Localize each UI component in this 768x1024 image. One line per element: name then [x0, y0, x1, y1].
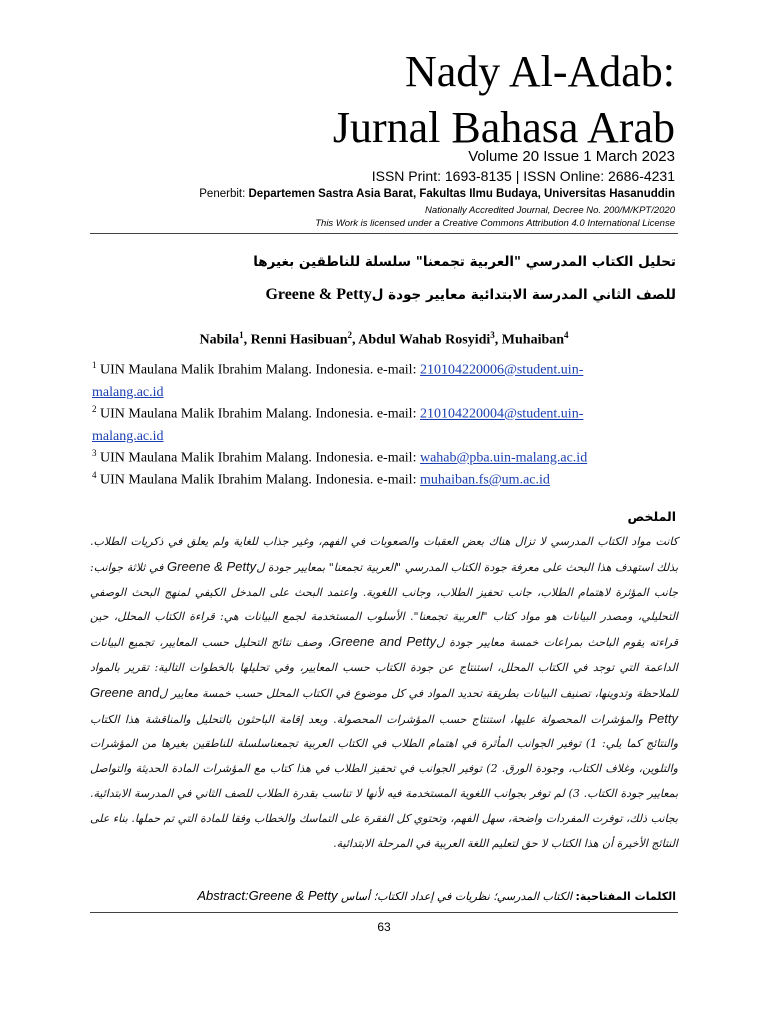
keywords-abstract: Abstract: [197, 888, 249, 903]
affiliation-sup: 2 [92, 404, 97, 414]
affiliation-4 [92, 464, 652, 492]
keywords-line [88, 888, 676, 903]
author-sup: 3 [490, 330, 495, 340]
abstract-text-4: والمؤشرات المحصولة عليها، استنتاج حسب المؤشرات المحصولة. وبعد إقامة الباحثون بالتحليل والمناقشة هذا الكتاب والنتائج كما يلي: 1) توفير الجوانب المأثرة في اهتمام الطلاب في الكتاب العربية تجمعناسلسلة للناطقين بغيرها من المؤشرات والتلوين، وغلاف الكتاب، وجودة الورق. 2) توفير الجوانب في تحفيز الطلاب في هذا كتاب مع المؤشرات المادة الحديثة والتواصل بمعايير جودة الكتاب. 3) لم توفر بجوانب اللغوية المستخدمة فيه لأنها لا تناسب بقدرة الطلاب للصف الثاني في المدرسة الابتدائية. بجانب ذلك، توفرت المفردات واضحة، سهل الفهم، وتحتوي كل الفقرة على التماسك والخطاب وفقا للمادة التي تم حملها. بناء على النتائج الأخيرة أن هذا الكتاب لا حق لتعليم اللغة العربية في المرحلة الابتدائية. [90, 712, 679, 850]
affiliation-text: UIN Maulana Malik Ibrahim Malang. Indonesia. e-mail: [100, 362, 420, 378]
affiliation-text: UIN Maulana Malik Ibrahim Malang. Indonesia. e-mail: [100, 450, 420, 466]
author-sup: 4 [564, 330, 569, 340]
affiliation-1 [92, 354, 652, 404]
abstract-latin-1: Greene & Petty [167, 558, 257, 574]
publisher-prefix: Penerbit: [199, 188, 249, 200]
author-name: Renni Hasibuan [250, 332, 348, 348]
author-list: Nabila$^1$, Renni Hasibuan$^2$, Abdul Wahab Rosyidi$^3$, Muhaiban$^4$ [199, 330, 569, 348]
license-note: This Work is licensed under a Creative Commons Attribution 4.0 International License [315, 218, 675, 229]
article-title-ar-line1: تحليل الكتاب المدرسي "العربية تجمعنا" سلسلة للناطقين بغيرها [253, 254, 676, 270]
abstract-text-3: ، وصف نتائج التحليل حسب المعايير، تجميع البيانات الداعمة التي توجد في الكتاب المحلل، استنتاج عن جودة الكتاب حسب المعايير، وفي تحليلها بالخطوات التالية: تقرير بالمواد للملاحظة وتدوينها، تصنيف البيانات بطريقة تحديد المواد في كل موضوع في الكتاب المحلل حسب خمسة معايير ل [90, 636, 678, 700]
affiliation-text: UIN Maulana Malik Ibrahim Malang. Indonesia. e-mail: [100, 472, 420, 488]
abstract-latin-2: Greene and Petty [331, 634, 437, 650]
abstract-text-2: في ثلاثة جوانب: جانب المؤثرة لاهتمام الطلاب، جانب تحفيز الطلاب، وجانب اللغوية. واعتمد البحث على المدخل الكيفي لمنهج البحث الوصفي التحليلي، ومصدر البيانات هو مواد كتاب "العربية تجمعنا". الأسلوب المستخدمة لجمع البيانات هي: قراءة الكتاب المحلل، حين قراءته يقوم الباحث بمراعات خمسة معايير جودة ل [90, 560, 679, 650]
abstract-latin-3: Greene and Petty [90, 684, 678, 726]
publisher-name: Departemen Sastra Asia Barat, Fakultas Ilmu Budaya, Universitas Hasanuddin [248, 188, 675, 200]
page-number: 63 [377, 920, 391, 934]
journal-title-line1: Nady Al-Adab: [404, 47, 675, 96]
author-name: Nabila [199, 332, 240, 348]
affiliation-sup: 4 [92, 470, 97, 480]
keywords-label: الكلمات المفتاحية: [575, 890, 676, 903]
author-sup: 2 [347, 330, 353, 340]
article-title-ar-line2 [265, 286, 676, 304]
email-link-cont[interactable]: malang.ac.id [92, 428, 164, 444]
author-sup: 1 [239, 330, 244, 340]
keywords-text: الكتاب المدرسي؛ نظريات في إعداد الكتاب؛ أساس [337, 890, 576, 903]
author-name: Muhaiban [501, 332, 565, 348]
accreditation-note: Nationally Accredited Journal, Decree No. 200/M/KPT/2020 [425, 205, 675, 216]
email-link[interactable]: 210104220004@student.uin- [419, 406, 584, 422]
journal-title [75, 44, 675, 156]
abstract-body [90, 530, 678, 856]
affiliation-text: UIN Maulana Malik Ibrahim Malang. Indonesia. e-mail: [100, 406, 420, 422]
email-link-cont[interactable]: malang.ac.id [92, 384, 164, 400]
keywords-latin: Greene & Petty [248, 888, 338, 903]
journal-publisher [199, 188, 675, 200]
author-name: Abdul Wahab Rosyidi [358, 332, 491, 348]
journal-title-line2: Jurnal Bahasa Arab [332, 103, 675, 152]
abstract-heading: الملخص [627, 509, 676, 524]
article-title-ar-text: للصف الثاني المدرسة الابتدائية معايير جودة ل [371, 287, 676, 303]
email-link[interactable]: 210104220006@student.uin- [419, 362, 584, 378]
affiliation-sup: 3 [92, 448, 97, 458]
article-title-latin: Greene & Petty [265, 286, 372, 303]
affiliation-2 [92, 398, 652, 448]
header-divider [90, 233, 678, 234]
footer-divider [90, 912, 678, 913]
journal-issn: ISSN Print: 1693-8135 | ISSN Online: 2686-4231 [371, 168, 675, 184]
email-link[interactable]: wahab@pba.uin-malang.ac.id [419, 450, 588, 466]
journal-issue: Volume 20 Issue 1 March 2023 [468, 148, 675, 165]
abstract-text-1: كانت مواد الكتاب المدرسي لا تزال هناك بعض العقبات والصعوبات في الفهم، وغير جذاب للغاية ولم يعلق في ذكريات الطلاب. بذلك استهدف هذا البحث على معرفة جودة الكتاب المدرسي "العربية تجمعنا" بمعايير جودة ل [90, 535, 679, 574]
email-link[interactable]: muhaiban.fs@um.ac.id [419, 472, 550, 488]
affiliation-sup: 1 [92, 360, 97, 370]
